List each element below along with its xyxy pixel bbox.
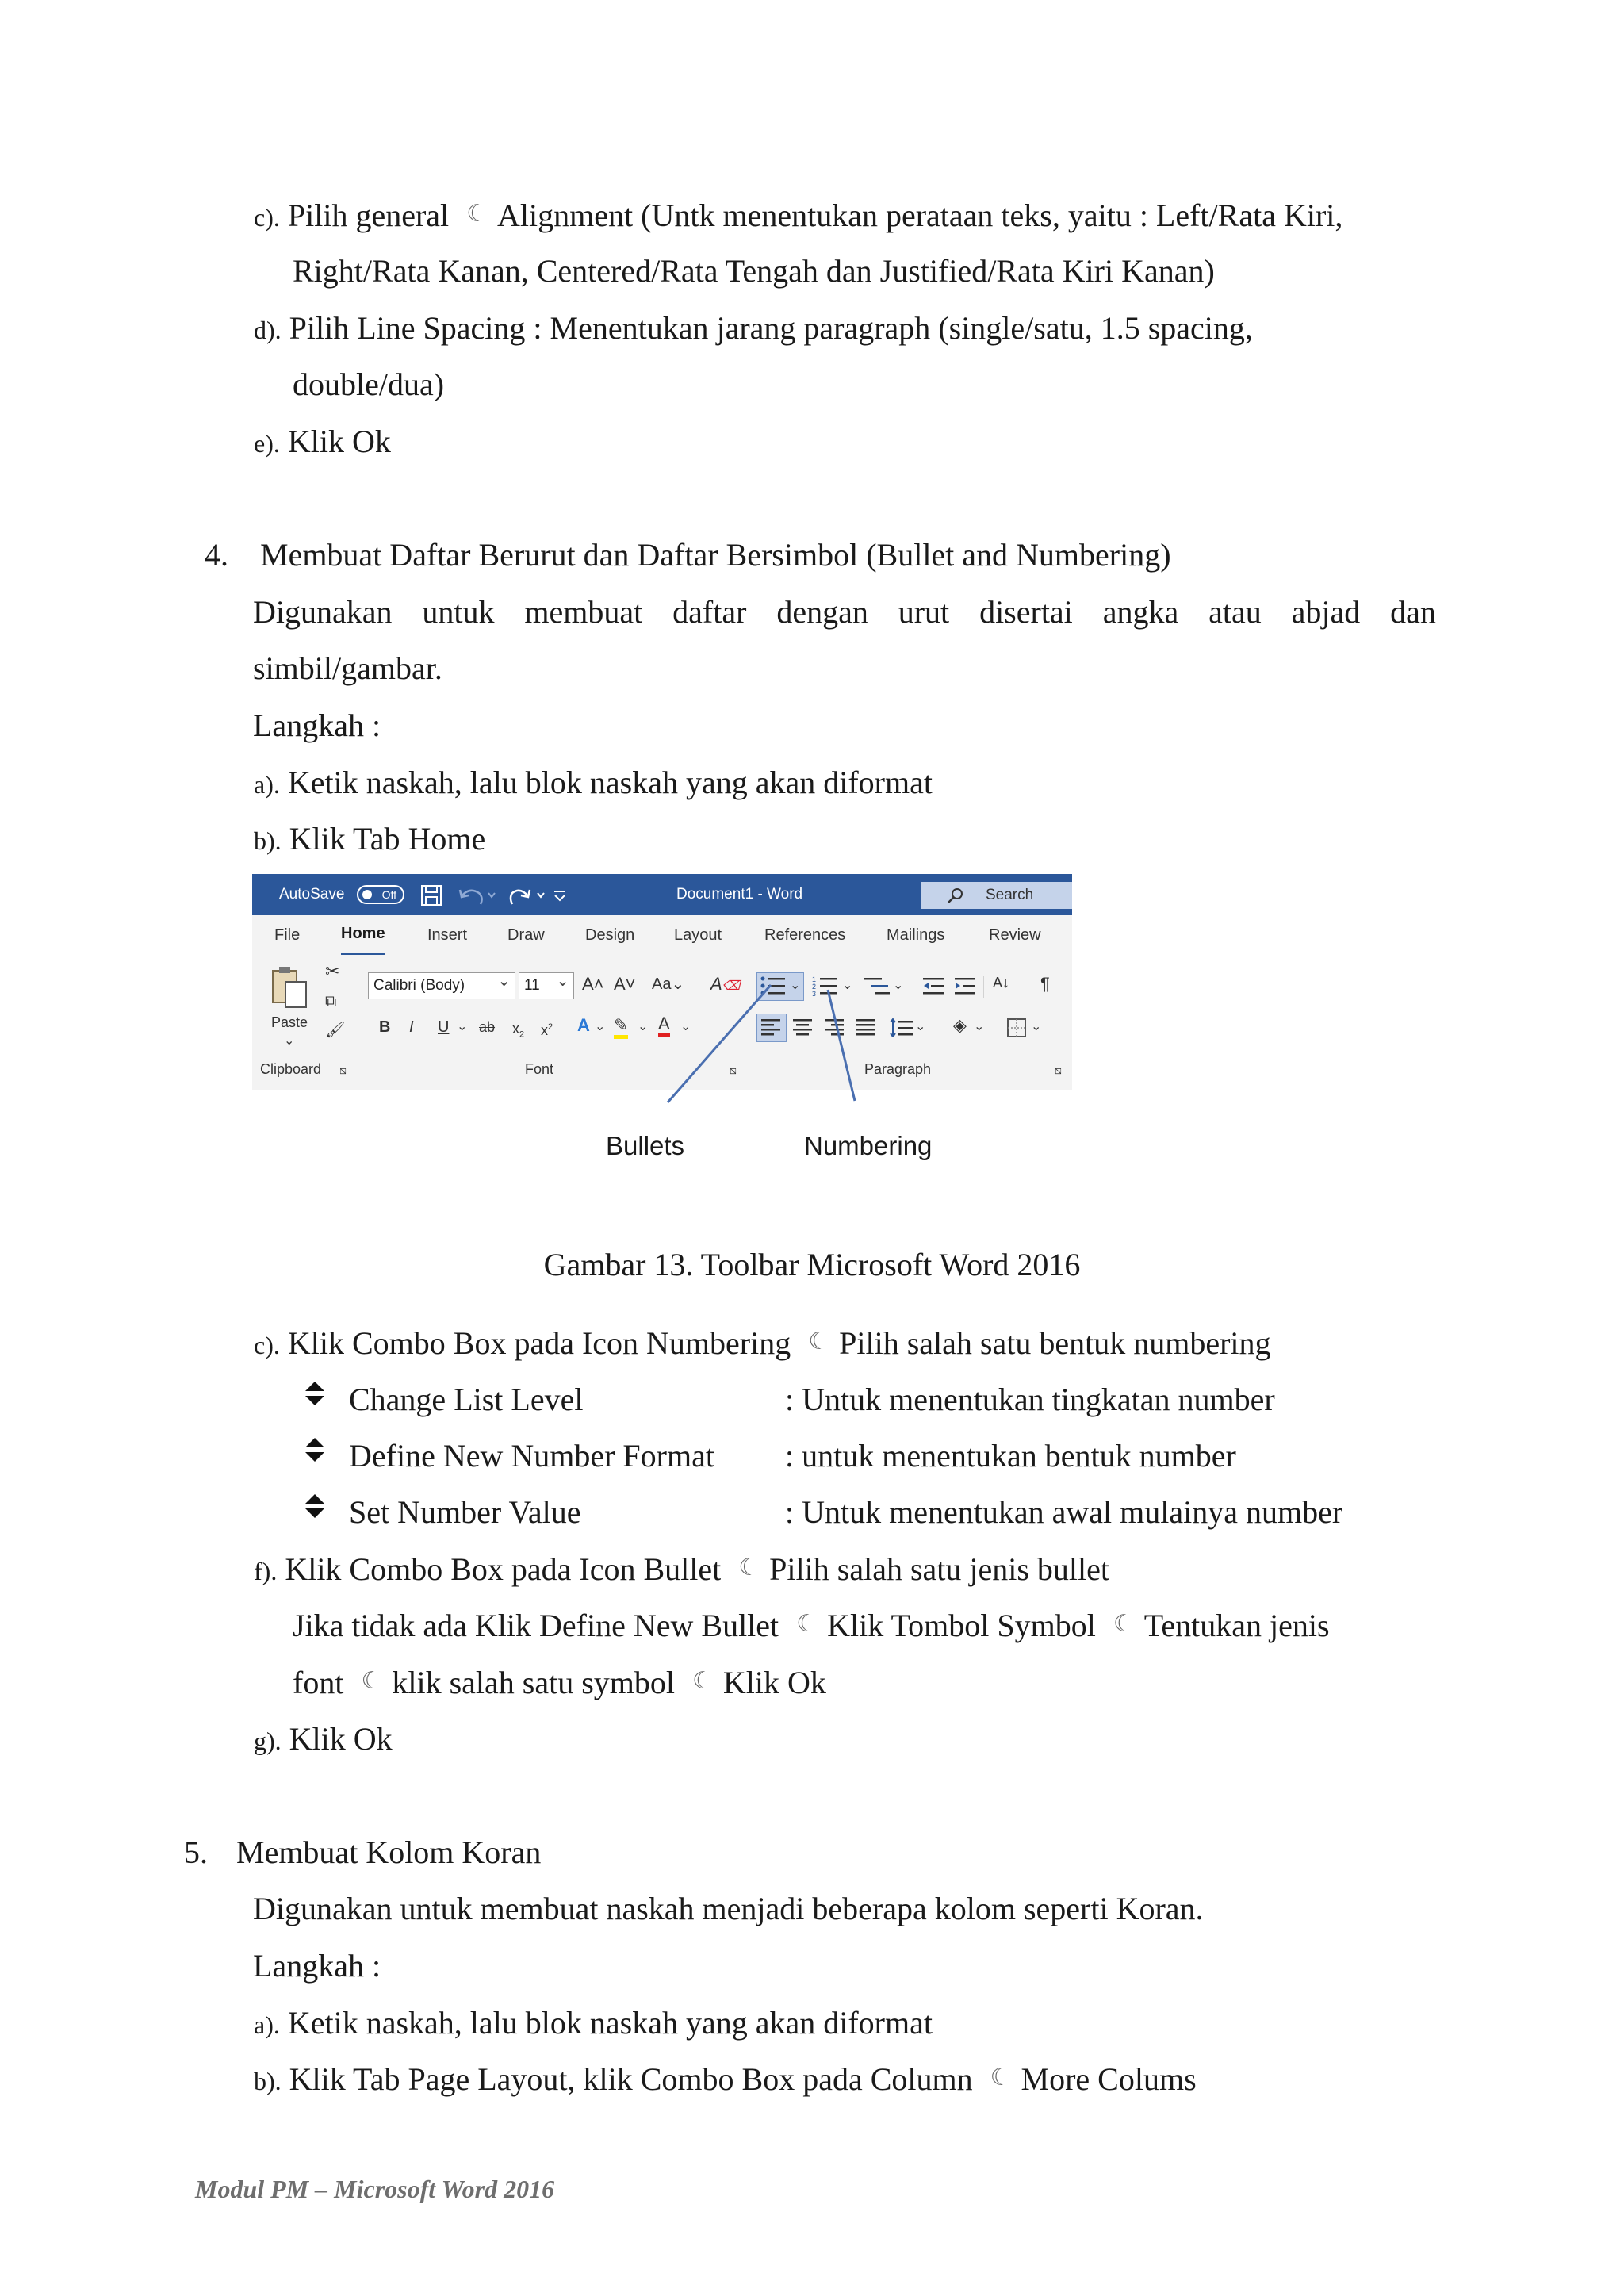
figure-caption: Gambar 13. Toolbar Microsoft Word 2016 [543, 1247, 1081, 1282]
item-text: Klik Ok [722, 1665, 826, 1700]
item-a-ketik [254, 2004, 933, 2044]
item-text: Alignment (Untk menentukan perataan teks, yaitu : Left/Rata Kiri, [497, 197, 1343, 233]
desc-word: urut [898, 594, 950, 630]
italic-icon[interactable]: I [409, 1018, 414, 1036]
font-launcher-icon[interactable]: ⧅ [730, 1064, 737, 1076]
item-marker: d). [254, 316, 282, 344]
item-f-continuation-1 [293, 1607, 1330, 1648]
autosave-toggle[interactable]: Off [357, 885, 404, 904]
desc-word: disertai [979, 594, 1073, 630]
option-desc: : Untuk menentukan awal mulainya number [785, 1494, 1343, 1530]
item-marker: f). [254, 1557, 278, 1585]
change-case-icon[interactable]: Aa⌄ [652, 976, 685, 993]
numbering-dropdown-icon[interactable]: ⌄ [842, 979, 853, 992]
item-text: Klik Tab Page Layout, klik Combo Box pada Column [289, 2061, 973, 2097]
item-text: Pilih general [287, 197, 450, 233]
format-painter-icon[interactable]: 🖌 [325, 1022, 346, 1039]
item-c-continuation: Right/Rata Kanan, Centered/Rata Tengah dan Justified/Rata Kiri Kanan) [293, 253, 1215, 289]
grow-font-icon[interactable]: A˄ [582, 974, 604, 994]
desc-word: untuk [422, 594, 495, 630]
desc-word: atau [1208, 594, 1262, 630]
item-marker: a). [254, 2010, 280, 2039]
label-numbering: Numbering [804, 1131, 933, 1160]
steps-label: Langkah : [253, 707, 381, 743]
item-text: Klik Combo Box pada Icon Numbering [287, 1325, 791, 1361]
item-marker: a). [254, 770, 280, 799]
desc-word: dan [1390, 594, 1436, 630]
arrow-icon: ☾ [738, 1554, 760, 1581]
clipboard-launcher-icon[interactable]: ⧅ [339, 1064, 347, 1076]
arrow-icon: ☾ [808, 1328, 830, 1355]
sort-icon[interactable]: A↓ [993, 975, 1010, 991]
tab-references[interactable]: References [764, 926, 846, 944]
search-label: Search [986, 887, 1034, 903]
item-text: Jika tidak ada Klik Define New Bullet [293, 1608, 779, 1643]
show-formatting-icon[interactable]: ¶ [1040, 974, 1050, 994]
page-footer: Modul PM – Microsoft Word 2016 [195, 2175, 555, 2203]
multilevel-dropdown-icon[interactable]: ⌄ [893, 979, 904, 992]
item-marker: e). [254, 429, 280, 458]
text-effects-dropdown-icon[interactable]: ⌄ [595, 1020, 606, 1033]
font-color-icon[interactable]: A [658, 1012, 670, 1036]
svg-text:3: 3 [812, 990, 817, 996]
arrow-icon: ☾ [361, 1668, 383, 1694]
group-label-paragraph: Paragraph [864, 1061, 932, 1077]
tab-file[interactable]: File [274, 926, 301, 944]
item-text: Pilih salah satu jenis bullet [769, 1551, 1110, 1587]
tab-insert[interactable]: Insert [427, 926, 468, 944]
option-name: Define New Number Format [349, 1438, 714, 1474]
item-text: Tentukan jenis [1143, 1608, 1330, 1643]
desc-word: abjad [1291, 594, 1361, 630]
option-name: Set Number Value [349, 1494, 581, 1530]
desc-word: membuat [524, 594, 643, 630]
desc-word: dengan [776, 594, 868, 630]
item-text: Pilih Line Spacing : Menentukan jarang paragraph (single/satu, 1.5 spacing, [289, 310, 1253, 346]
tab-review[interactable]: Review [989, 926, 1041, 944]
item-marker: g). [254, 1727, 282, 1755]
arrow-icon: ☾ [691, 1668, 714, 1694]
document-title: Document1 - Word [676, 886, 803, 903]
item-f-bullet [254, 1550, 1109, 1592]
item-text: Klik Tombol Symbol [827, 1608, 1096, 1643]
clear-formatting-icon[interactable]: A⌫ [710, 974, 741, 994]
item-text: Ketik naskah, lalu blok naskah yang akan diformat [287, 2005, 933, 2041]
svg-text:1: 1 [812, 976, 817, 983]
arrow-icon: ☾ [796, 1611, 818, 1637]
item-text: Klik Ok [287, 424, 391, 459]
item-text: Pilih salah satu bentuk numbering [839, 1325, 1271, 1361]
strikethrough-icon[interactable]: ab [479, 1019, 496, 1035]
copy-icon[interactable]: ⧉ [325, 993, 337, 1010]
shading-dropdown-icon[interactable]: ⌄ [974, 1020, 985, 1033]
underline-icon[interactable]: U [438, 1018, 450, 1036]
tab-draw[interactable]: Draw [508, 926, 545, 944]
font-size-combo[interactable]: 11 ⌄ [519, 972, 574, 999]
section-title: Membuat Daftar Berurut dan Daftar Bersimbol (Bullet and Numbering) [260, 537, 1171, 573]
section-number: 5. [184, 1834, 208, 1870]
text-effects-icon[interactable]: A [577, 1015, 590, 1035]
arrow-icon: ☾ [466, 201, 488, 227]
option-desc: : untuk menentukan bentuk number [785, 1438, 1236, 1474]
group-label-clipboard: Clipboard [260, 1061, 322, 1077]
bullets-pointer-line [668, 985, 771, 1102]
borders-dropdown-icon[interactable]: ⌄ [1031, 1020, 1042, 1033]
superscript-icon[interactable]: $x^2$ [541, 1022, 553, 1038]
underline-dropdown-icon[interactable]: ⌄ [457, 1020, 468, 1033]
label-bullets: Bullets [606, 1131, 685, 1160]
font-color-dropdown-icon[interactable]: ⌄ [680, 1020, 691, 1033]
diamond-bullet-icon [304, 1493, 326, 1520]
section-5-heading [184, 1834, 541, 1872]
cut-icon[interactable]: ✂ [325, 961, 340, 981]
item-text: klik salah satu symbol [392, 1665, 675, 1700]
item-d-continuation: double/dua) [293, 366, 445, 402]
item-text: font [293, 1665, 344, 1700]
item-text: Ketik naskah, lalu blok naskah yang akan diformat [287, 765, 933, 800]
bullets-dropdown-icon[interactable]: ⌄ [790, 979, 801, 992]
item-text: Klik Combo Box pada Icon Bullet [285, 1551, 722, 1587]
section-5-description: Digunakan untuk membuat naskah menjadi beberapa kolom seperti Koran. [253, 1891, 1204, 1926]
arrow-icon: ☾ [1113, 1611, 1135, 1637]
shading-icon[interactable]: ◈ [953, 1015, 967, 1035]
tab-mailings[interactable]: Mailings [887, 926, 945, 944]
section-number: 4. [205, 537, 228, 573]
desc-word: Digunakan [253, 594, 393, 630]
highlight-dropdown-icon[interactable]: ⌄ [638, 1020, 649, 1033]
item-f-continuation-2 [293, 1664, 826, 1705]
tab-design[interactable]: Design [585, 926, 635, 944]
item-text: Klik Tab Home [289, 821, 486, 857]
diamond-bullet-icon [304, 1436, 326, 1463]
diamond-bullet-icon [304, 1380, 326, 1407]
option-name: Change List Level [349, 1382, 584, 1417]
item-g-klik-ok [254, 1720, 393, 1760]
tab-layout[interactable]: Layout [674, 926, 722, 944]
section-4-description-cont: simbil/gambar. [253, 650, 442, 686]
autosave-label: AutoSave [279, 886, 345, 903]
shrink-font-icon[interactable]: A˅ [614, 974, 636, 994]
numbering-pointer-line [828, 990, 855, 1101]
paste-label[interactable]: Paste [271, 1014, 308, 1030]
item-marker: c). [254, 203, 280, 232]
item-text: Klik Ok [289, 1721, 393, 1757]
option-desc: : Untuk menentukan tingkatan number [785, 1382, 1275, 1417]
item-marker: b). [254, 826, 282, 855]
item-c-numbering [254, 1324, 1271, 1366]
section-title: Membuat Kolom Koran [236, 1834, 542, 1870]
item-marker: c). [254, 1331, 280, 1359]
svg-text:2: 2 [812, 983, 817, 991]
paste-dropdown-icon[interactable]: ⌄ [284, 1034, 295, 1048]
subscript-icon[interactable]: $x_2$ [512, 1021, 525, 1040]
tab-home[interactable]: Home [341, 915, 385, 955]
item-b-page-layout [254, 2060, 1197, 2102]
item-text: More Colums [1021, 2061, 1197, 2097]
group-label-font: Font [525, 1061, 554, 1077]
desc-word: angka [1102, 594, 1179, 630]
steps-label: Langkah : [253, 1948, 381, 1984]
highlight-icon[interactable]: ✎ [614, 1014, 628, 1037]
bold-icon[interactable]: B [379, 1018, 391, 1036]
font-name-combo[interactable]: Calibri (Body) ⌄ [368, 972, 515, 999]
line-spacing-dropdown-icon[interactable]: ⌄ [915, 1020, 926, 1033]
desc-word: daftar [672, 594, 747, 630]
item-marker: b). [254, 2067, 282, 2095]
paragraph-launcher-icon[interactable]: ⧅ [1055, 1064, 1062, 1076]
arrow-icon: ☾ [990, 2064, 1012, 2091]
